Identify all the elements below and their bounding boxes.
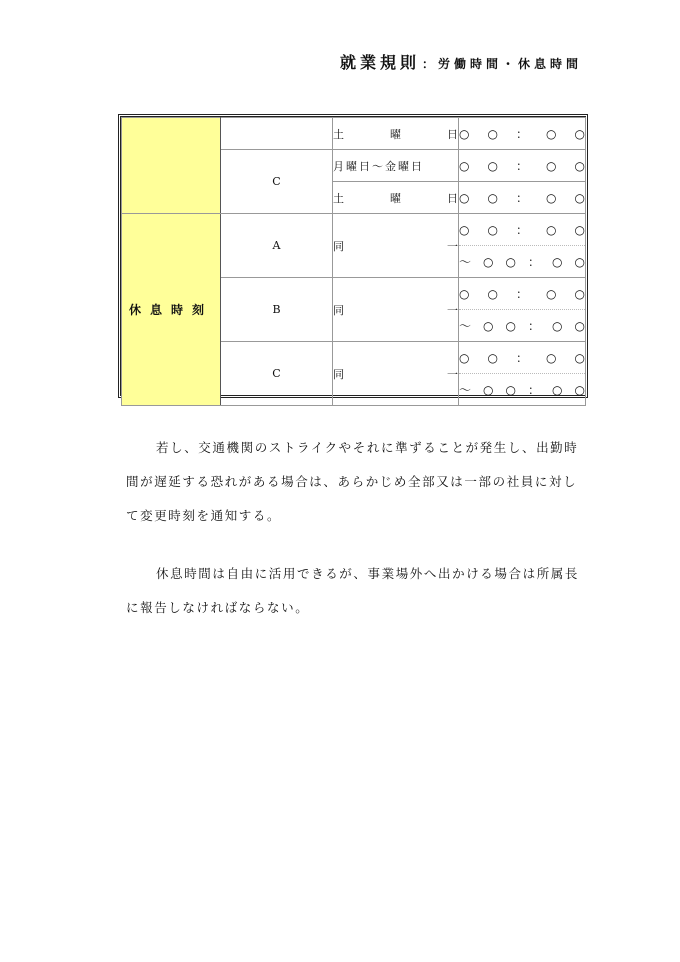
time-char: ○ bbox=[487, 222, 498, 237]
time-char: ： bbox=[515, 223, 528, 237]
time-char: ○ bbox=[487, 126, 498, 141]
time-char: ○ bbox=[545, 190, 557, 205]
time-char: ： bbox=[527, 383, 540, 397]
time-char: ○ bbox=[505, 254, 516, 269]
shift-cell: A bbox=[221, 214, 333, 278]
day-char: 土 bbox=[333, 191, 344, 205]
day-char: 同 bbox=[333, 239, 344, 253]
time-char: ○ bbox=[574, 190, 585, 205]
shift-cell-empty bbox=[221, 118, 333, 150]
time-char: ： bbox=[515, 159, 528, 173]
time-char: ○ bbox=[487, 190, 498, 205]
time-cell bbox=[459, 342, 586, 406]
time-char: ： bbox=[527, 255, 540, 269]
time-char: ～ bbox=[459, 255, 472, 269]
time-char: ： bbox=[515, 191, 528, 205]
break-label-cell: 休息時刻 bbox=[122, 214, 221, 406]
day-char: 同 bbox=[333, 303, 344, 317]
time-char: ○ bbox=[574, 350, 585, 365]
time-char: ○ bbox=[459, 126, 470, 141]
time-char: ○ bbox=[487, 158, 498, 173]
time-char: ○ bbox=[552, 318, 563, 333]
time-char: ○ bbox=[574, 254, 585, 269]
day-char: 同 bbox=[333, 367, 344, 381]
work-label-cell bbox=[122, 118, 221, 214]
schedule-table bbox=[121, 117, 586, 406]
day-cell bbox=[333, 118, 459, 150]
time-char: ○ bbox=[574, 126, 585, 141]
day-range: 月曜日～金曜日 bbox=[333, 159, 424, 173]
time-char: ○ bbox=[545, 286, 557, 301]
document-subtitle: ：労働時間・休息時間 bbox=[421, 57, 582, 71]
schedule-table-frame bbox=[118, 114, 588, 398]
time-char: ○ bbox=[459, 190, 470, 205]
shift-cell: C bbox=[221, 342, 333, 406]
time-char: ～ bbox=[459, 319, 472, 333]
time-char: ○ bbox=[459, 222, 470, 237]
shift-cell: B bbox=[221, 278, 333, 342]
table-row bbox=[122, 118, 586, 150]
paragraph-strike-delay: 若し、交通機関のストライクやそれに準ずることが発生し、出勤時間が遅延する恐れがある場合は、あらかじめ全部又は一部の社員に対して変更時刻を通知する。 bbox=[126, 440, 579, 523]
time-char: ○ bbox=[574, 222, 585, 237]
time-char: ： bbox=[515, 127, 528, 141]
time-char: ○ bbox=[483, 254, 494, 269]
time-char: ○ bbox=[574, 382, 585, 397]
time-char: ○ bbox=[483, 382, 494, 397]
day-char: 曜 bbox=[390, 191, 401, 205]
time-char: ～ bbox=[459, 383, 472, 397]
time-cell bbox=[459, 150, 586, 182]
time-char: ○ bbox=[487, 286, 498, 301]
time-cell bbox=[459, 182, 586, 214]
table-row bbox=[122, 214, 586, 278]
time-char: ○ bbox=[552, 382, 563, 397]
time-char: ○ bbox=[505, 318, 516, 333]
time-char: ○ bbox=[483, 318, 494, 333]
document-header bbox=[340, 50, 582, 73]
day-char: 日 bbox=[447, 191, 458, 205]
day-char: 一 bbox=[447, 303, 458, 317]
time-char: ○ bbox=[545, 222, 557, 237]
time-char: ○ bbox=[545, 126, 557, 141]
day-cell bbox=[333, 342, 459, 406]
day-cell bbox=[333, 214, 459, 278]
day-cell bbox=[333, 278, 459, 342]
document-title: 就業規則 bbox=[339, 53, 420, 72]
time-char: ○ bbox=[545, 158, 557, 173]
time-char: ○ bbox=[574, 158, 585, 173]
time-char: ： bbox=[527, 319, 540, 333]
time-char: ○ bbox=[487, 350, 498, 365]
day-char: 曜 bbox=[390, 127, 401, 141]
time-char: ○ bbox=[459, 286, 470, 301]
day-char: 一 bbox=[447, 239, 458, 253]
day-cell bbox=[333, 150, 459, 182]
time-char: ○ bbox=[552, 254, 563, 269]
shift-cell: C bbox=[221, 150, 333, 214]
day-char: 一 bbox=[447, 367, 458, 381]
time-char: ○ bbox=[505, 382, 516, 397]
time-char: ○ bbox=[574, 286, 585, 301]
time-cell bbox=[459, 214, 586, 278]
day-char: 土 bbox=[333, 127, 344, 141]
time-cell bbox=[459, 118, 586, 150]
day-char: 日 bbox=[447, 127, 458, 141]
time-char: ○ bbox=[459, 158, 470, 173]
day-cell bbox=[333, 182, 459, 214]
time-char: ： bbox=[515, 287, 528, 301]
time-cell bbox=[459, 278, 586, 342]
time-char: ○ bbox=[545, 350, 557, 365]
time-char: ○ bbox=[574, 318, 585, 333]
time-char: ： bbox=[515, 351, 528, 365]
time-char: ○ bbox=[459, 350, 470, 365]
paragraph-break-outside: 休息時間は自由に活用できるが、事業場外へ出かける場合は所属長に報告しなければならない。 bbox=[126, 566, 580, 615]
